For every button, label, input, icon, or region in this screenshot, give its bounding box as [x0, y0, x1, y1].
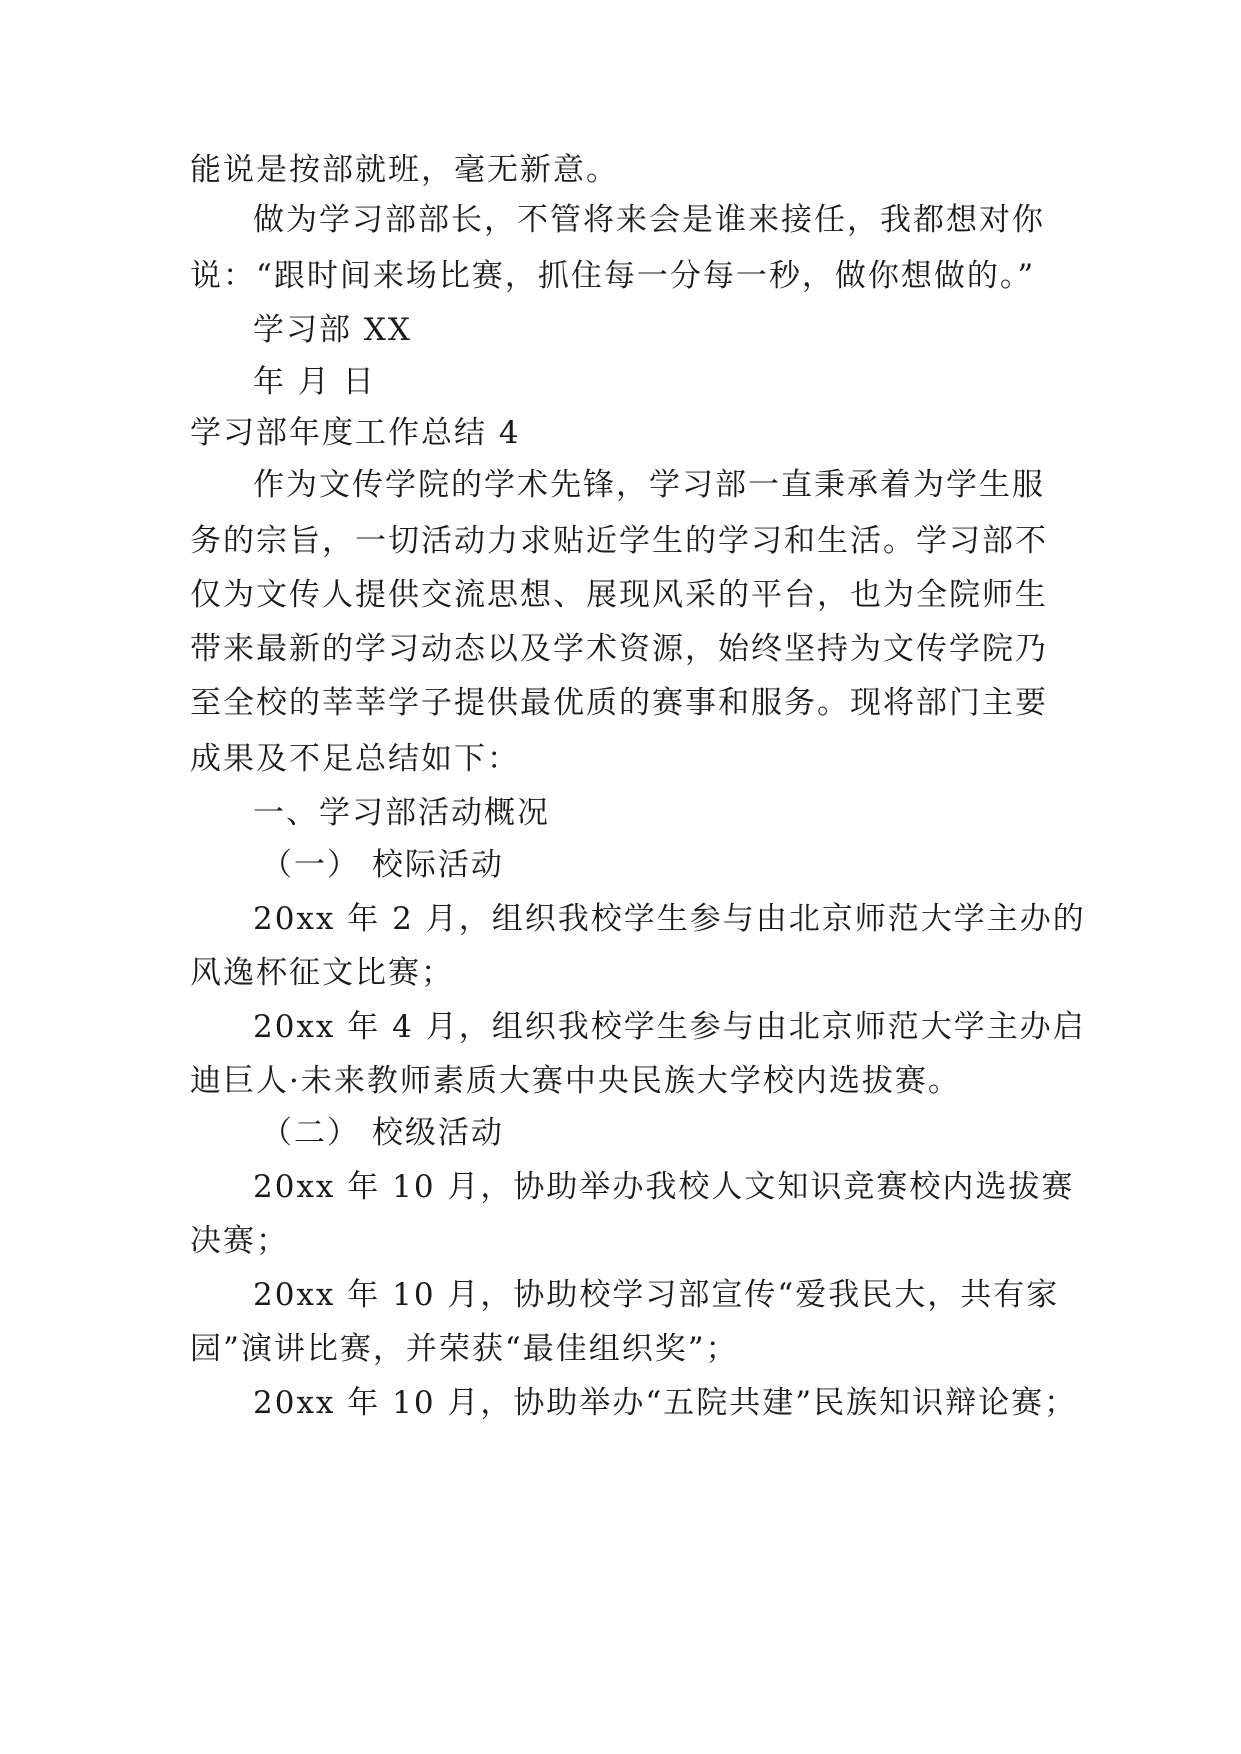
text-line: 至全校的莘莘学子提供最优质的赛事和服务。现将部门主要	[190, 685, 1048, 721]
subsection-heading: （二） 校级活动	[261, 1115, 504, 1151]
signature-date: 年 月 日	[253, 364, 376, 400]
subsection-heading: （一） 校际活动	[261, 847, 504, 883]
signature-department: 学习部 XX	[253, 312, 412, 348]
text-line: 做为学习部部长，不管将来会是谁来接任，我都想对你	[253, 202, 1045, 238]
text-line: 决赛；	[190, 1223, 289, 1259]
text-line: 风逸杯征文比赛；	[190, 955, 454, 991]
text-line: 20xx 年 10 月，协助举办我校人文知识竞赛校内选拔赛	[253, 1169, 1075, 1205]
text-line: 成果及不足总结如下：	[190, 741, 520, 777]
text-line: 园”演讲比赛，并荣获“最佳组织奖”；	[190, 1331, 739, 1367]
text-line: 带来最新的学习动态以及学术资源，始终坚持为文传学院乃	[190, 631, 1048, 667]
text-line: 迪巨人·未来教师素质大赛中央民族大学校内选拔赛。	[190, 1063, 961, 1099]
text-line: 说：“跟时间来场比赛，抓住每一分每一秒，做你想做的。”	[190, 258, 1036, 294]
text-line: 20xx 年 10 月，协助校学习部宣传“爱我民大，共有家	[253, 1277, 1060, 1313]
text-line: 20xx 年 2 月，组织我校学生参与由北京师范大学主办的	[253, 901, 1086, 937]
text-line: 务的宗旨，一切活动力求贴近学生的学习和生活。学习部不	[190, 523, 1048, 559]
section-heading: 一、学习部活动概况	[253, 795, 550, 831]
section-title: 学习部年度工作总结 4	[190, 415, 521, 451]
text-line: 作为文传学院的学术先锋，学习部一直秉承着为学生服	[253, 467, 1045, 503]
text-line: 20xx 年 4 月，组织我校学生参与由北京师范大学主办启	[253, 1009, 1086, 1045]
text-line: 能说是按部就班，毫无新意。	[190, 152, 619, 188]
text-line: 仅为文传人提供交流思想、展现风采的平台，也为全院师生	[190, 577, 1048, 613]
text-line: 20xx 年 10 月，协助举办“五院共建”民族知识辩论赛；	[253, 1385, 1078, 1421]
